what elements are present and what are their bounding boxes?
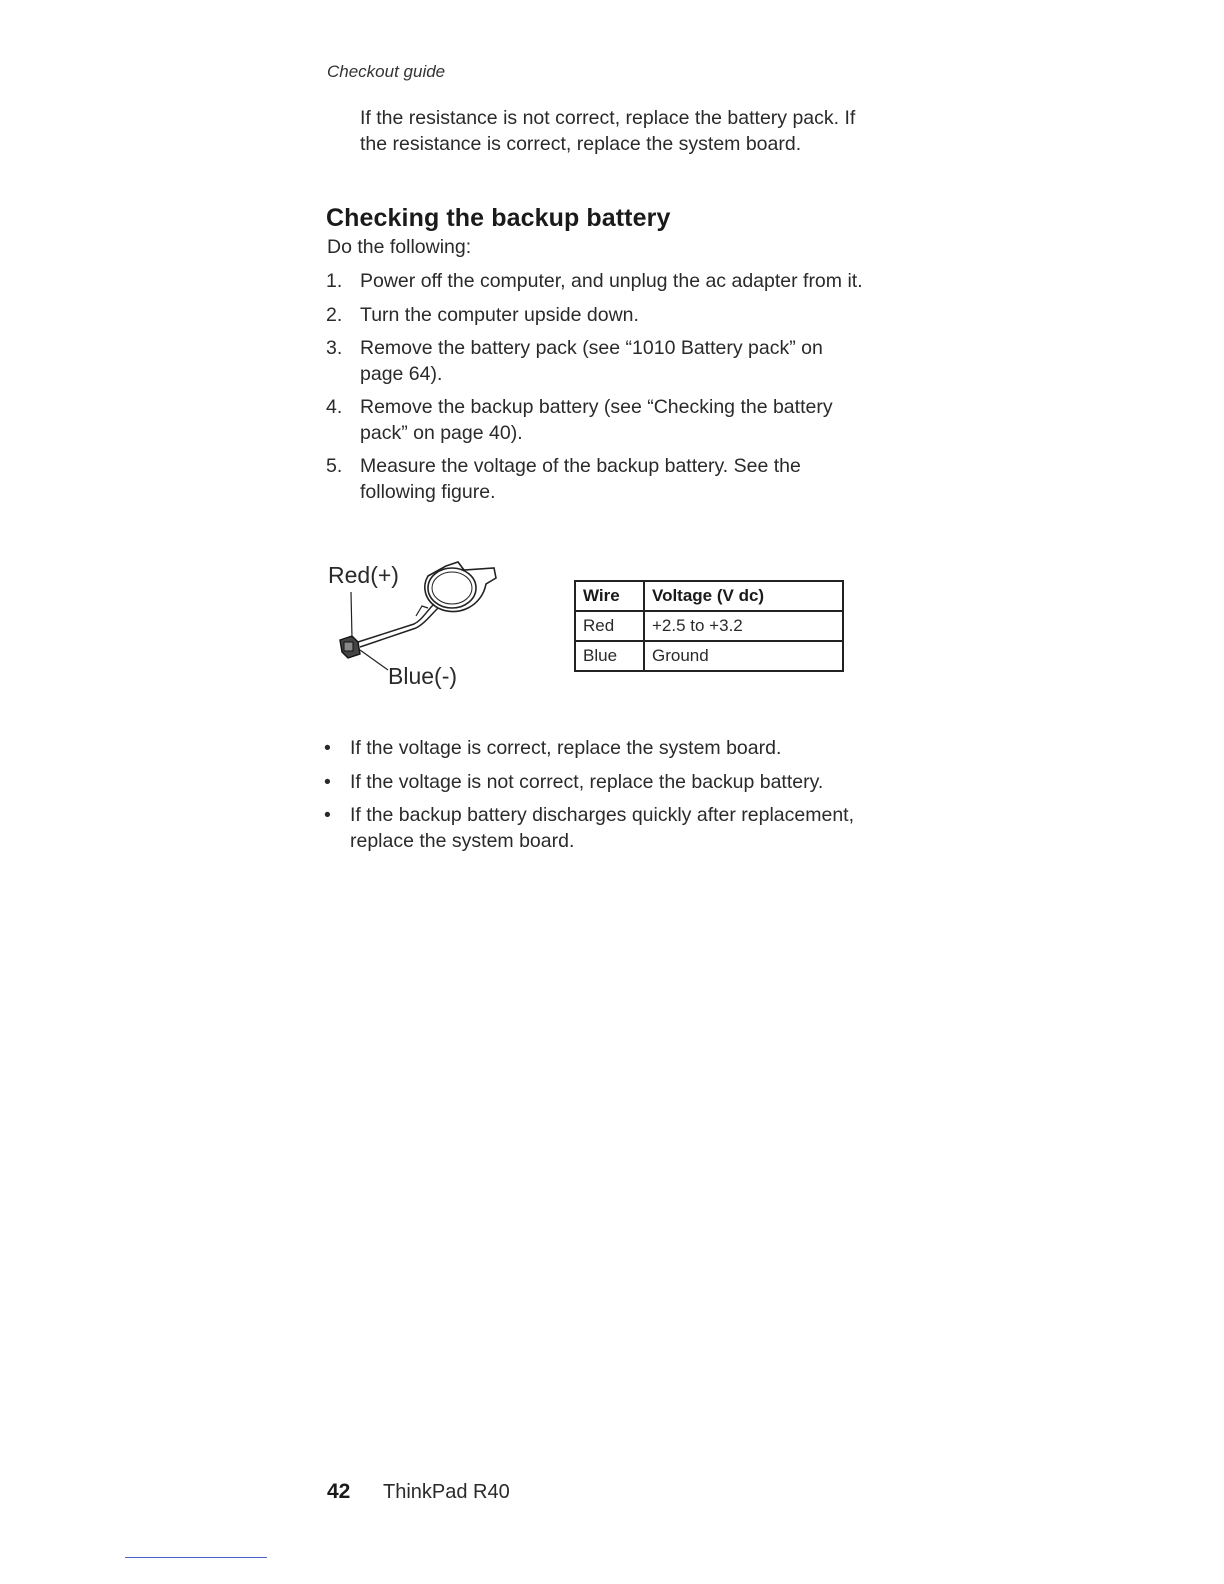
step-text: Power off the computer, and unplug the ac adapter from it. (360, 270, 863, 292)
step-number: 3. (326, 337, 343, 359)
step-text: Remove the backup battery (see “Checking the battery pack” on page 40). (360, 396, 833, 444)
label-red: Red(+) (328, 562, 399, 588)
page-edge-line (125, 1557, 267, 1558)
step-number: 5. (326, 455, 343, 477)
table-cell: +2.5 to +3.2 (644, 611, 843, 641)
table-row (575, 611, 843, 641)
steps-list (326, 269, 871, 513)
step-text: Turn the computer upside down. (360, 303, 639, 326)
step-item (326, 395, 871, 446)
bullet-text: If the backup battery discharges quickly after replacement, replace the system board. (350, 804, 855, 852)
step-number: 2. (326, 303, 343, 326)
label-blue: Blue(-) (388, 663, 458, 689)
bullet-dot: • (324, 804, 331, 826)
step-item (326, 269, 871, 295)
bullet-dot: • (324, 737, 331, 759)
step-number: 4. (326, 396, 343, 418)
list-item (324, 803, 884, 854)
table-row (575, 641, 843, 671)
running-head: Checkout guide (327, 62, 446, 81)
result-bullets (324, 736, 884, 862)
step-item (326, 454, 871, 505)
step-item (326, 303, 871, 329)
table-header-cell: Voltage (V dc) (644, 581, 843, 611)
table-cell: Blue (575, 641, 644, 671)
table-header-row (575, 581, 843, 611)
footer-title: ThinkPad R40 (383, 1481, 510, 1503)
voltage-table (574, 580, 844, 672)
bullet-text: If the voltage is not correct, replace the backup battery. (350, 770, 824, 793)
backup-battery-drawing (318, 550, 518, 700)
backup-battery-figure (318, 550, 518, 700)
page-number: 42 (327, 1480, 351, 1503)
table-header-cell: Wire (575, 581, 644, 611)
table-cell: Ground (644, 641, 843, 671)
intro-paragraph: If the resistance is not correct, replace the battery pack. If the resistance is correct, replace the system board. (360, 107, 856, 155)
list-item (324, 736, 884, 762)
list-item (324, 770, 884, 796)
bullet-text: If the voltage is correct, replace the system board. (350, 737, 782, 759)
step-item (326, 336, 871, 387)
step-number: 1. (326, 270, 343, 292)
bullet-dot: • (324, 770, 331, 793)
section-title: Checking the backup battery (326, 204, 671, 232)
step-text: Remove the battery pack (see “1010 Battery pack” on page 64). (360, 337, 823, 385)
step-text: Measure the voltage of the backup battery. See the following figure. (360, 455, 801, 503)
table-cell: Red (575, 611, 644, 641)
section-lead: Do the following: (327, 236, 472, 258)
